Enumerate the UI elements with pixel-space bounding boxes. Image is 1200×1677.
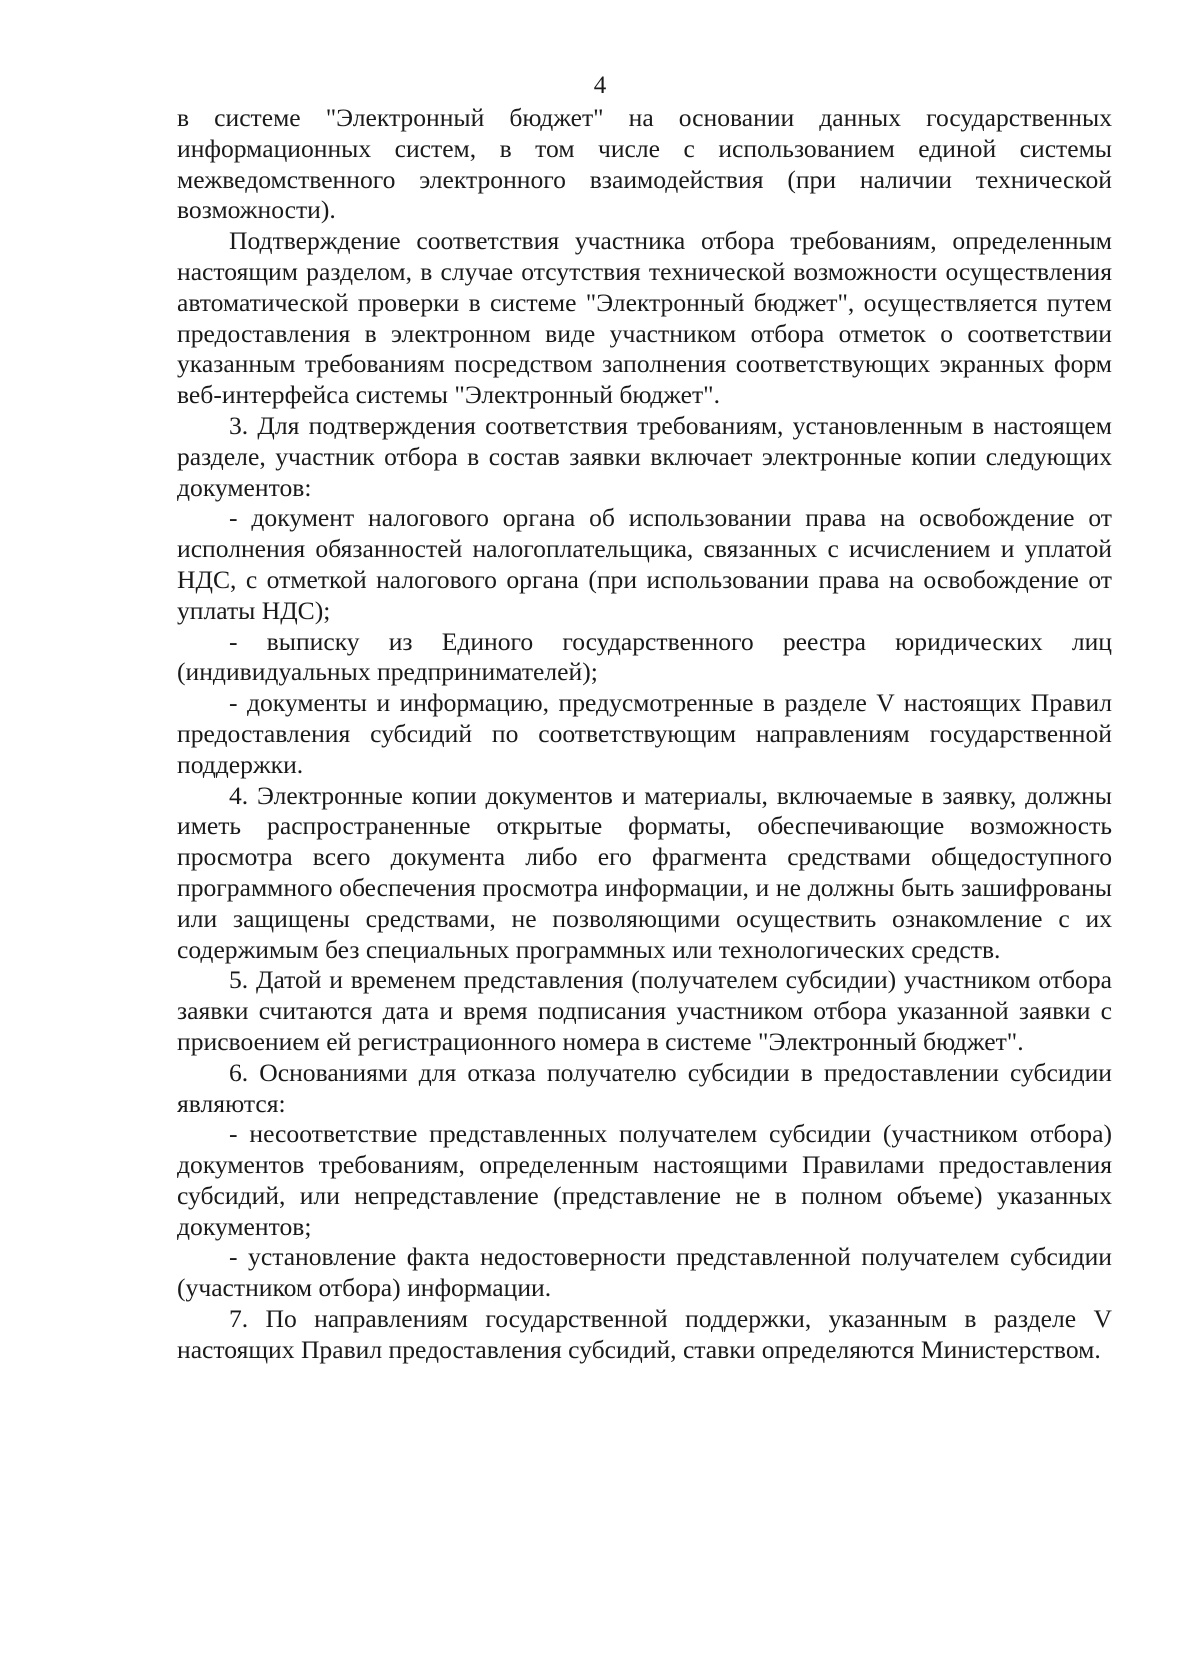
- paragraph-confirmation: Подтверждение соответствия участника отбора требованиям, определенным настоящим разделом, в случае отсутствия технической возможности осуществления автоматической проверки в системе "Электронный бюджет", осуществляется путем предоставления в электронном виде участником отбора отметок о соответствии указанным требованиям посредством заполнения соответствующих экранных форм веб-интерфейса системы "Электронный бюджет".: [177, 226, 1112, 410]
- paragraph-item-3: 3. Для подтверждения соответствия требованиям, установленным в настоящем разделе, участник отбора в состав заявки включает электронные копии следующих документов:: [177, 410, 1112, 502]
- list-item-egrul-extract: - выписку из Единого государственного реестра юридических лиц (индивидуальных предпринимателей);: [177, 626, 1112, 687]
- list-item-nonconformity: - несоответствие представленных получателем субсидии (участником отбора) документов требованиям, определенным настоящими Правилами предоставления субсидий, или непредставление (представление не в полном объеме) указанных документов;: [177, 1119, 1112, 1241]
- paragraph-continuation: в системе "Электронный бюджет" на основании данных государственных информационных систем, в том числе с использованием единой системы межведомственного электронного взаимодействия (при наличии технической возможности).: [177, 103, 1112, 225]
- document-body: [177, 103, 1112, 1366]
- paragraph-item-4: 4. Электронные копии документов и материалы, включаемые в заявку, должны иметь распространенные открытые форматы, обеспечивающие возможность просмотра всего документа либо его фрагмента средствами общедоступного программного обеспечения просмотра информации, и не должны быть зашифрованы или защищены средствами, не позволяющими осуществить ознакомление с их содержимым без специальных программных или технологических средств.: [177, 780, 1112, 964]
- list-item-tax-document: - документ налогового органа об использовании права на освобождение от исполнения обязанностей налогоплательщика, связанных с исчислением и уплатой НДС, с отметкой налогового органа (при использовании права на освобождение от уплаты НДС);: [177, 503, 1112, 625]
- paragraph-item-5: 5. Датой и временем представления (получателем субсидии) участником отбора заявки считаются дата и время подписания участником отбора указанной заявки с присвоением ей регистрационного номера в системе "Электронный бюджет".: [177, 965, 1112, 1056]
- paragraph-item-6: 6. Основаниями для отказа получателю субсидии в предоставлении субсидии являются:: [177, 1057, 1112, 1118]
- list-item-unreliability: - установление факта недостоверности представленной получателем субсидии (участником отбора) информации.: [177, 1242, 1112, 1303]
- page-number: 4: [593, 72, 607, 99]
- list-item-section-v-documents: - документы и информацию, предусмотренные в разделе V настоящих Правил предоставления субсидий по соответствующим направлениям государственной поддержки.: [177, 688, 1112, 779]
- paragraph-item-7: 7. По направлениям государственной поддержки, указанным в разделе V настоящих Правил предоставления субсидий, ставки определяются Министерством.: [177, 1304, 1112, 1364]
